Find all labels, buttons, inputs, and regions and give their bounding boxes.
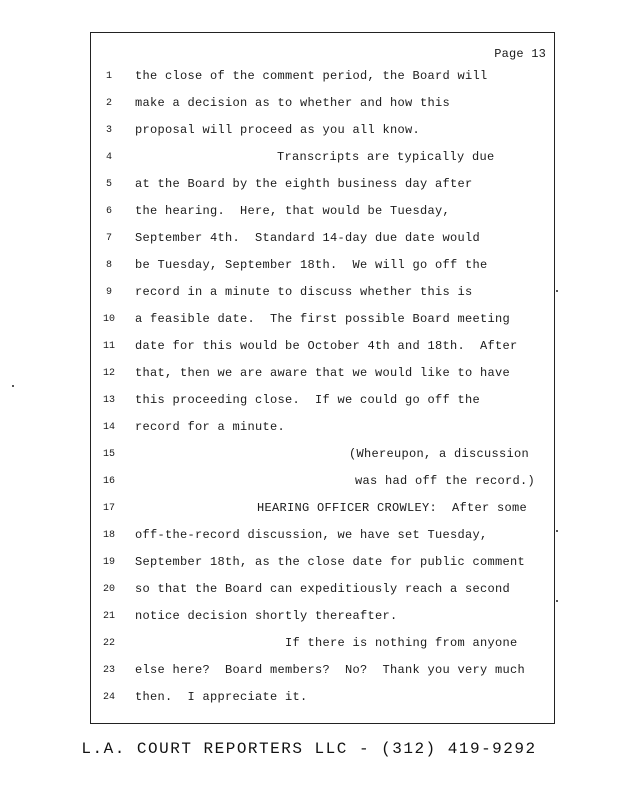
page-number: Page 13 [494, 47, 546, 61]
transcript-line [91, 391, 554, 411]
line-text: else here? Board members? No? Thank you very much [135, 663, 526, 677]
transcript-line [91, 661, 554, 681]
line-number: 11 [102, 341, 115, 352]
transcript-line [91, 607, 554, 627]
line-text: a feasible date. The first possible Board meeting [135, 312, 511, 326]
transcript-line [91, 175, 554, 195]
scan-speck [556, 290, 558, 292]
transcript-page [90, 32, 555, 724]
line-number: 24 [102, 692, 115, 703]
transcript-line [91, 445, 554, 465]
line-text: off-the-record discussion, we have set Tuesday, [135, 528, 488, 542]
line-number: 19 [102, 557, 115, 568]
transcript-line [91, 67, 554, 87]
line-text: then. I appreciate it. [135, 690, 308, 704]
line-text: make a decision as to whether and how this [135, 96, 451, 110]
line-text: September 18th, as the close date for public comment [135, 555, 526, 569]
line-number: 17 [102, 503, 115, 514]
transcript-line [91, 121, 554, 141]
line-text: this proceeding close. If we could go off the [135, 393, 481, 407]
line-number: 12 [102, 368, 115, 379]
line-number: 6 [105, 206, 112, 217]
line-number: 10 [102, 314, 115, 325]
line-number: 22 [102, 638, 115, 649]
line-number: 9 [105, 287, 112, 298]
transcript-line [91, 634, 554, 654]
line-number: 15 [102, 449, 115, 460]
line-number: 18 [102, 530, 115, 541]
line-text: Transcripts are typically due [277, 150, 495, 164]
line-number: 8 [105, 260, 112, 271]
line-number: 2 [105, 98, 112, 109]
line-number: 23 [102, 665, 115, 676]
transcript-line [91, 499, 554, 519]
transcript-line [91, 553, 554, 573]
line-text: the close of the comment period, the Board will [135, 69, 488, 83]
transcript-line [91, 688, 554, 708]
line-number: 16 [102, 476, 115, 487]
transcript-line [91, 337, 554, 357]
line-text: HEARING OFFICER CROWLEY: After some [257, 501, 528, 515]
transcript-line [91, 256, 554, 276]
line-text: so that the Board can expeditiously reach a second [135, 582, 511, 596]
scan-speck [12, 385, 14, 387]
transcript-line [91, 229, 554, 249]
reporter-footer: L.A. COURT REPORTERS LLC - (312) 419-9292 [81, 740, 537, 758]
line-text: the hearing. Here, that would be Tuesday, [135, 204, 451, 218]
line-text: (Whereupon, a discussion [349, 447, 530, 461]
line-number: 14 [102, 422, 115, 433]
transcript-line [91, 418, 554, 438]
line-number: 3 [105, 125, 112, 136]
line-text: date for this would be October 4th and 18th. After [135, 339, 518, 353]
scan-speck [556, 600, 558, 602]
line-text: September 4th. Standard 14-day due date would [135, 231, 481, 245]
transcript-line [91, 202, 554, 222]
line-number: 5 [105, 179, 112, 190]
transcript-line [91, 472, 554, 492]
line-text: notice decision shortly thereafter. [135, 609, 398, 623]
line-number: 21 [102, 611, 115, 622]
transcript-line [91, 364, 554, 384]
line-text: be Tuesday, September 18th. We will go off the [135, 258, 488, 272]
transcript-line [91, 580, 554, 600]
scan-speck [556, 530, 558, 532]
line-text: at the Board by the eighth business day after [135, 177, 473, 191]
transcript-line [91, 283, 554, 303]
line-number: 7 [105, 233, 112, 244]
line-number: 13 [102, 395, 115, 406]
line-text: proposal will proceed as you all know. [135, 123, 421, 137]
line-number: 1 [105, 71, 112, 82]
line-text: record in a minute to discuss whether this is [135, 285, 473, 299]
transcript-line [91, 310, 554, 330]
line-text: was had off the record.) [355, 474, 536, 488]
line-number: 20 [102, 584, 115, 595]
line-number: 4 [105, 152, 112, 163]
transcript-line [91, 94, 554, 114]
line-text: If there is nothing from anyone [285, 636, 518, 650]
line-text: record for a minute. [135, 420, 286, 434]
transcript-line [91, 148, 554, 168]
line-text: that, then we are aware that we would like to have [135, 366, 511, 380]
transcript-line [91, 526, 554, 546]
